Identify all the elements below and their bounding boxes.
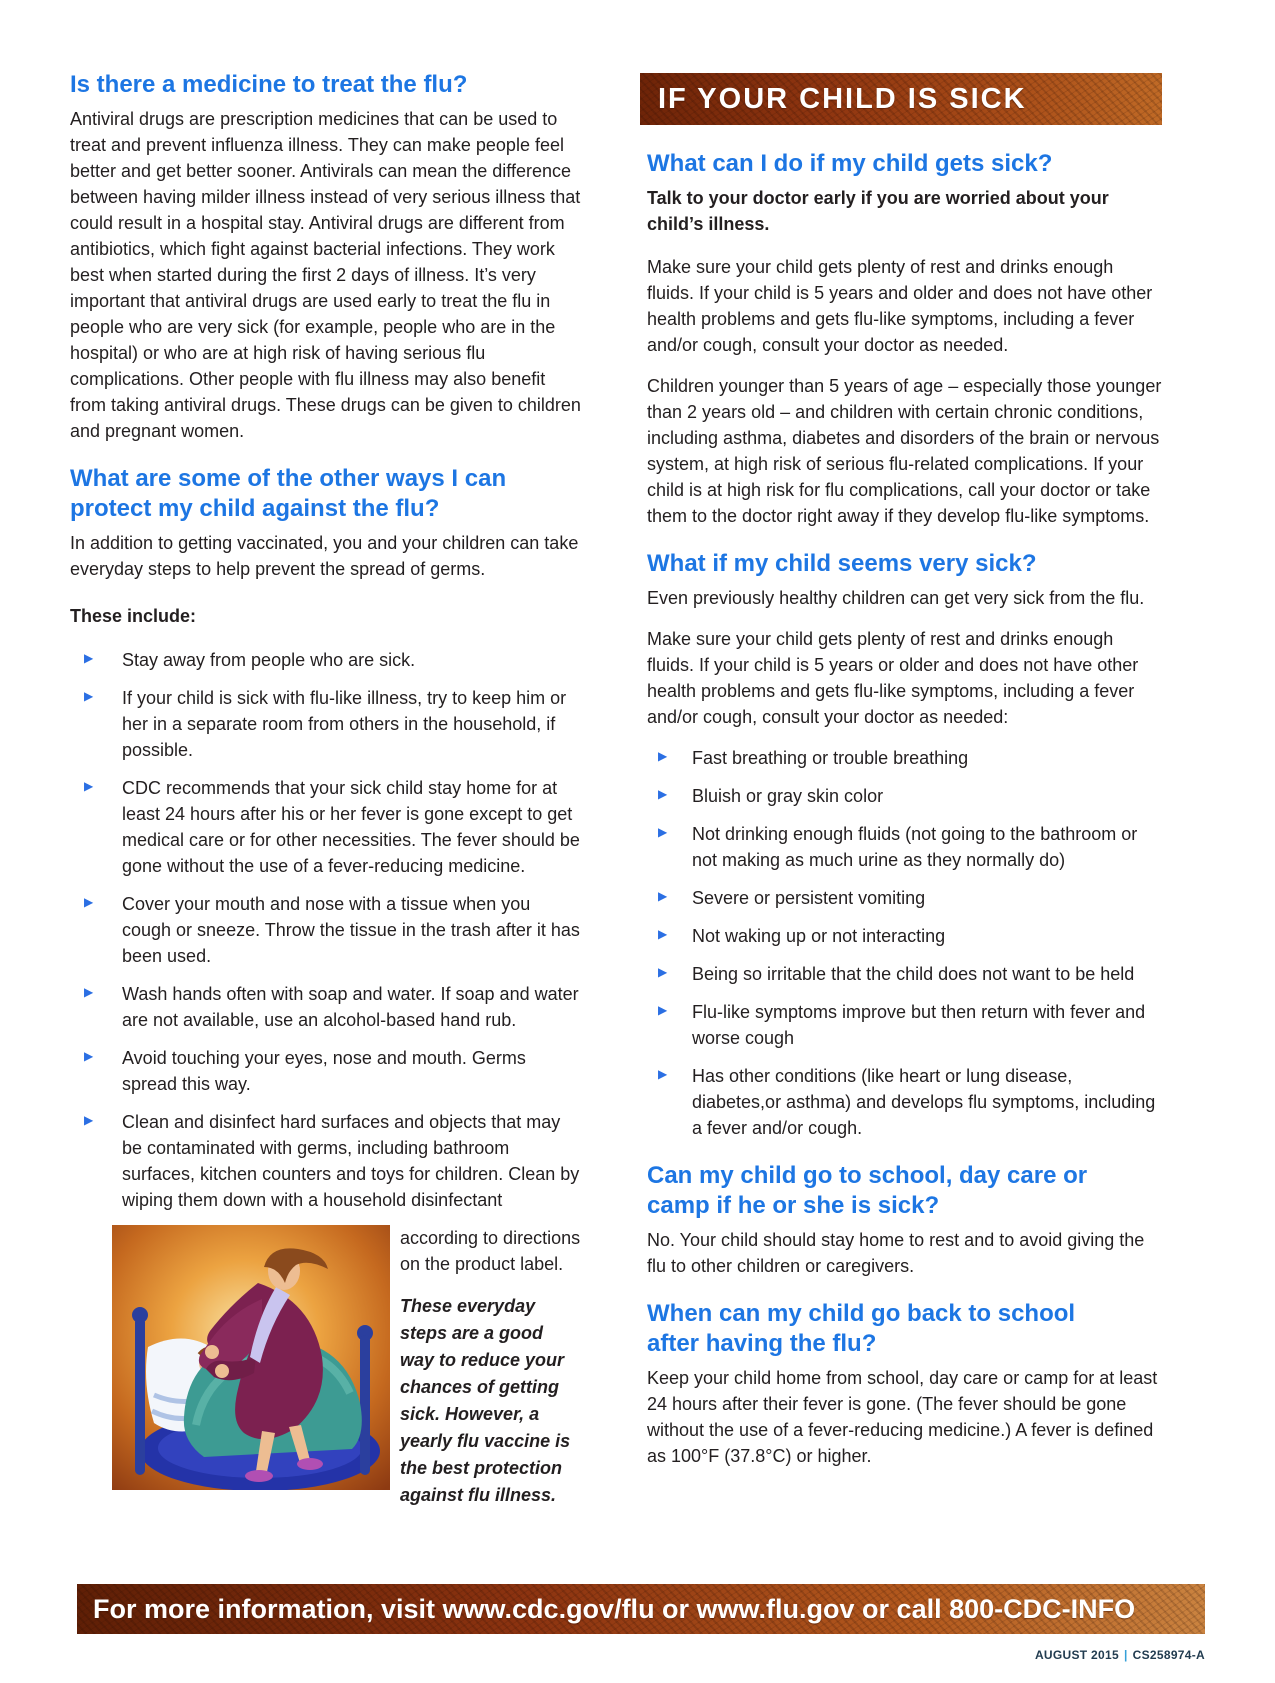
caregiver-tending-sick-person-illustration bbox=[112, 1225, 390, 1490]
list-item bbox=[640, 821, 1162, 873]
heading-medicine-question: Is there a medicine to treat the flu? bbox=[70, 71, 468, 98]
list-item bbox=[70, 1045, 582, 1097]
left-column bbox=[70, 70, 582, 1509]
paragraph-everyday-steps: In addition to getting vaccinated, you and your children can take everyday steps to help prevent the spread of germs. bbox=[70, 533, 579, 579]
list-item bbox=[640, 745, 1162, 771]
list-item bbox=[640, 885, 1162, 911]
bullet-arrow-icon: ▶ bbox=[84, 779, 94, 793]
bullet-arrow-icon: ▶ bbox=[84, 985, 94, 999]
paragraph-rest-fluids-2: Make sure your child gets plenty of rest and drinks enough fluids. If your child is 5 years or older and does not have other health problems and gets flu-like symptoms, including a fever and/or cough, consult your doctor as needed: bbox=[647, 629, 1139, 727]
list-item bbox=[640, 999, 1162, 1051]
bed-post-left bbox=[135, 1317, 145, 1475]
paragraph-keep-home-24h: Keep your child home from school, day care or camp for at least 24 hours after their fever is gone. (The fever should be gone without the use of a fever-reducing medicine.) A fever is defined as 100°F (37.8°C) or higher. bbox=[647, 1368, 1158, 1466]
list-item bbox=[70, 775, 582, 879]
list-item-text: Has other conditions (like heart or lung disease, diabetes,or asthma) and develops flu symptoms, including a fever and/or cough. bbox=[692, 1066, 1156, 1138]
bullet-arrow-icon: ▶ bbox=[84, 689, 94, 703]
list-item-text: Cover your mouth and nose with a tissue when you cough or sneeze. Throw the tissue in the trash after it has been used. bbox=[122, 894, 580, 966]
paragraph-children-younger: Children younger than 5 years of age – especially those younger than 2 years old – and children with certain chronic conditions, including asthma, diabetes and disorders of the brain or nervous system, at high risk of serious flu-related complications. If your child is at high risk for flu complications, call your doctor or take them to the doctor right away if they develop flu-like symptoms. bbox=[647, 376, 1162, 526]
bullet-continuation-text: according to directions on the product label. bbox=[400, 1228, 581, 1274]
heading-back-to-school: When can my child go back to school after having the flu? bbox=[647, 1300, 1076, 1357]
list-item-text: Clean and disinfect hard surfaces and objects that may be contaminated with germs, including bathroom surfaces, kitchen counters and toys for children. Clean by wiping them down with a household disinfectant bbox=[122, 1112, 580, 1210]
italic-vaccine-note: These everyday steps are a good way to reduce your chances of getting sick. However, a yearly flu vaccine is the best protection against flu illness. bbox=[400, 1296, 571, 1505]
footnote-document-code: CS258974-A bbox=[1132, 1648, 1205, 1662]
document-footnote bbox=[1035, 1648, 1205, 1662]
bullet-arrow-icon: ▶ bbox=[658, 1003, 668, 1017]
list-item bbox=[640, 1063, 1162, 1141]
caregiver-hand bbox=[205, 1345, 219, 1359]
heading-very-sick: What if my child seems very sick? bbox=[647, 550, 1037, 577]
paragraph-rest-fluids-1: Make sure your child gets plenty of rest and drinks enough fluids. If your child is 5 years and older and does not have other health problems and gets flu-like symptoms, including a fever and/or cough, consult your doctor as needed. bbox=[647, 257, 1153, 355]
list-item-text: Not waking up or not interacting bbox=[692, 926, 946, 946]
list-item-text: Being so irritable that the child does not want to be held bbox=[692, 964, 1135, 984]
section-banner bbox=[640, 73, 1162, 125]
more-info-banner bbox=[77, 1584, 1205, 1634]
bullet-arrow-icon: ▶ bbox=[84, 651, 94, 665]
bullet-arrow-icon: ▶ bbox=[658, 1067, 668, 1081]
bullet-arrow-icon: ▶ bbox=[84, 1049, 94, 1063]
list-item bbox=[640, 961, 1162, 987]
list-item-text: CDC recommends that your sick child stay home for at least 24 hours after his or her fever is gone except to get medical care or for other necessities. The fever should be gone without the use of a fever-reducing medicine. bbox=[122, 778, 580, 876]
bullet-arrow-icon: ▶ bbox=[658, 787, 668, 801]
list-item-text: Stay away from people who are sick. bbox=[122, 650, 416, 670]
list-item-text: Severe or persistent vomiting bbox=[692, 888, 926, 908]
bullet-arrow-icon: ▶ bbox=[658, 965, 668, 979]
list-item-text: Bluish or gray skin color bbox=[692, 786, 884, 806]
list-item-text: If your child is sick with flu-like illness, try to keep him or her in a separate room from others in the household, if possible. bbox=[122, 688, 567, 760]
list-label-these-include: These include: bbox=[70, 606, 197, 626]
more-info-banner-text: For more information, visit www.cdc.gov/flu or www.flu.gov or call 800-CDC-INFO bbox=[93, 1593, 1136, 1624]
list-item bbox=[70, 1109, 582, 1213]
bullet-arrow-icon: ▶ bbox=[84, 895, 94, 909]
paragraph-previously-healthy: Even previously healthy children can get very sick from the flu. bbox=[647, 588, 1145, 608]
paragraph-antiviral-drugs: Antiviral drugs are prescription medicines that can be used to treat and prevent influenza illness. They can make people feel better and get better sooner. Antivirals can mean the difference between having milder illness instead of very serious illness that could result in a hospital stay. Antiviral drugs are different from antibiotics, which fight against bacterial infections. They work best when started during the first 2 days of illness. It’s very important that antiviral drugs are used early to treat the flu in people who are very sick (for example, people who are in the hospital) or who are at high risk of having serious flu complications. Other people with flu illness may also benefit from taking antiviral drugs. These drugs can be given to children and pregnant women. bbox=[70, 109, 581, 441]
list-item-text: Flu-like symptoms improve but then return with fever and worse cough bbox=[692, 1002, 1146, 1048]
bullet-arrow-icon: ▶ bbox=[658, 749, 668, 763]
paragraph-stay-home: No. Your child should stay home to rest and to avoid giving the flu to other children or caregivers. bbox=[647, 1230, 1145, 1276]
bullet-arrow-icon: ▶ bbox=[658, 889, 668, 903]
prevention-steps-list bbox=[70, 647, 582, 1213]
list-item-text: Avoid touching your eyes, nose and mouth. Germs spread this way. bbox=[122, 1048, 526, 1094]
list-item-text: Not drinking enough fluids (not going to the bathroom or not making as much urine as they normally do) bbox=[692, 824, 1138, 870]
slipper bbox=[245, 1470, 273, 1482]
illustration-side-text bbox=[400, 1225, 582, 1509]
right-column bbox=[640, 73, 1162, 1484]
list-item bbox=[640, 783, 1162, 809]
footnote-separator: | bbox=[1123, 1648, 1128, 1662]
list-item bbox=[70, 981, 582, 1033]
warning-symptoms-list bbox=[640, 745, 1162, 1141]
section-banner-title: IF YOUR CHILD IS SICK bbox=[658, 82, 1027, 115]
intro-talk-to-doctor: Talk to your doctor early if you are worried about your child’s illness. bbox=[647, 188, 1109, 234]
illustration-row bbox=[70, 1225, 582, 1509]
bed-post-right bbox=[360, 1335, 370, 1475]
list-item bbox=[70, 685, 582, 763]
list-item bbox=[640, 923, 1162, 949]
footnote-date: AUGUST 2015 bbox=[1034, 1648, 1119, 1662]
heading-what-can-i-do: What can I do if my child gets sick? bbox=[647, 150, 1053, 177]
bullet-arrow-icon: ▶ bbox=[658, 927, 668, 941]
list-item bbox=[70, 647, 582, 673]
heading-other-ways-question: What are some of the other ways I can protect my child against the flu? bbox=[70, 465, 507, 522]
list-item-text: Wash hands often with soap and water. If soap and water are not available, use an alcohol-based hand rub. bbox=[122, 984, 579, 1030]
bullet-arrow-icon: ▶ bbox=[658, 825, 668, 839]
heading-school-daycare: Can my child go to school, day care or camp if he or she is sick? bbox=[647, 1162, 1088, 1219]
list-item bbox=[70, 891, 582, 969]
bullet-arrow-icon: ▶ bbox=[84, 1113, 94, 1127]
list-item-text: Fast breathing or trouble breathing bbox=[692, 748, 969, 768]
